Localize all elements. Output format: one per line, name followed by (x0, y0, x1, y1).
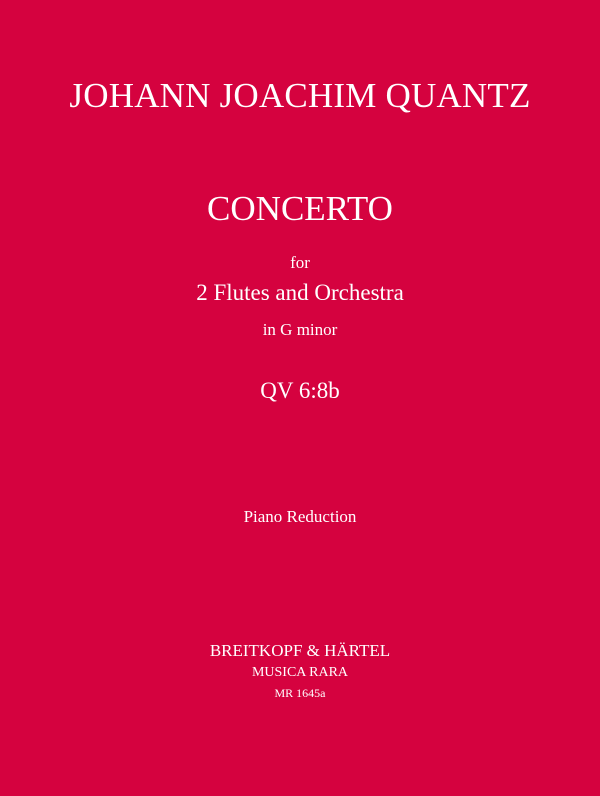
for-label: for (290, 253, 310, 272)
work-title: CONCERTO (207, 189, 393, 228)
composer-name: JOHANN JOACHIM QUANTZ (69, 76, 531, 115)
publisher-imprint: MUSICA RARA (251, 665, 349, 680)
edition-number: MR 1645a (274, 686, 326, 700)
edition-type: Piano Reduction (243, 507, 357, 526)
scoring: 2 Flutes and Orchestra (196, 280, 404, 305)
key-signature: in G minor (262, 320, 338, 339)
catalogue-number: QV 6:8b (260, 378, 340, 403)
publisher-name: BREITKOPF & HÄRTEL (209, 641, 391, 660)
